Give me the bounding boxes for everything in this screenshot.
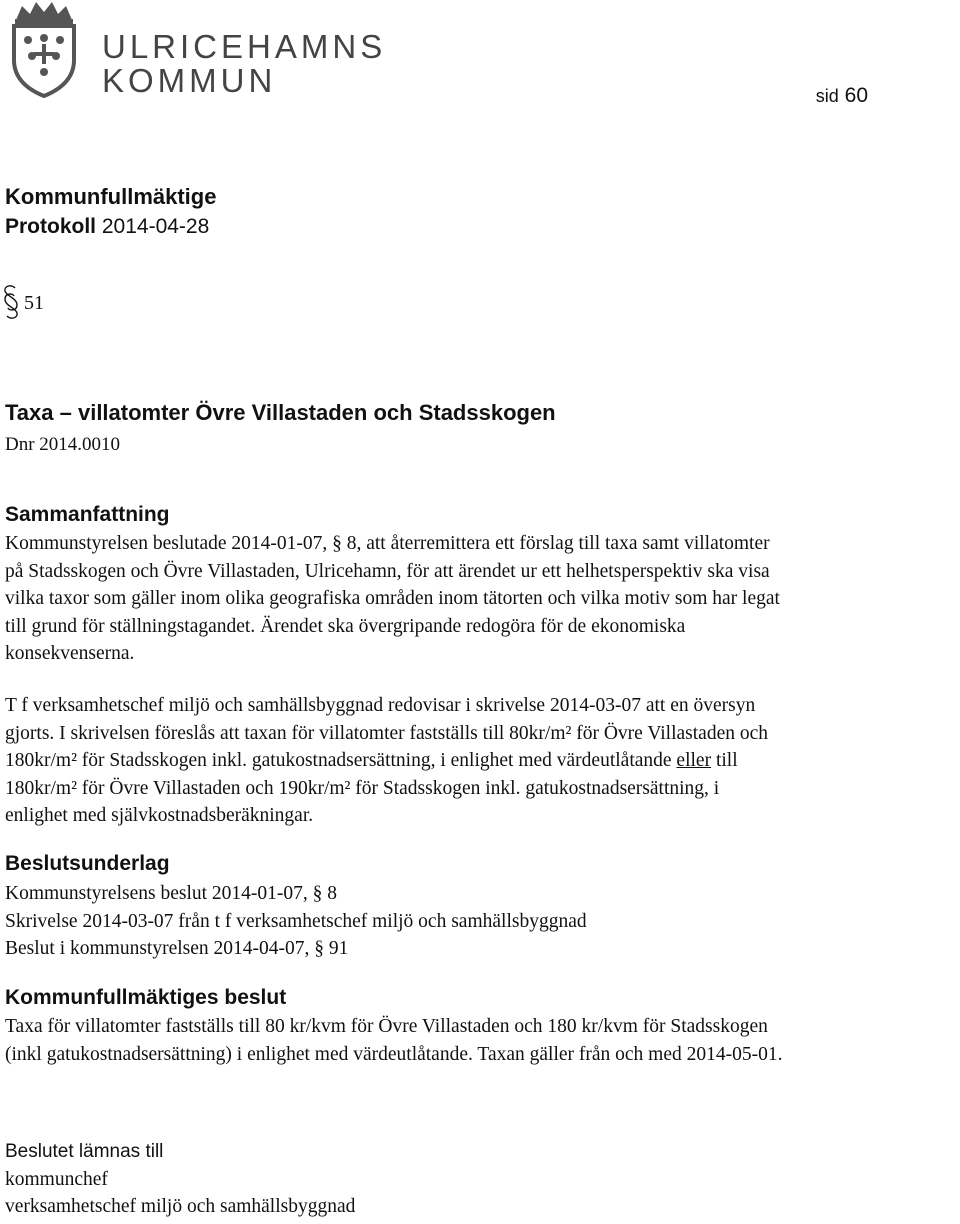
section-sign-icon [0, 284, 22, 320]
text-segment: 180kr/m² för Stadsskogen inkl. gatukostnadsersättning, i enlighet med värdeutlåtande [5, 750, 677, 771]
summary-heading: Sammanfattning [5, 503, 170, 526]
decision-text [5, 1013, 960, 1068]
text-line: Kommunstyrelsen beslutade 2014-01-07, § 8, att återremittera ett förslag till taxa samt villatomter [5, 533, 770, 554]
text-line: enlighet med självkostnadsberäkningar. [5, 805, 314, 826]
minutes-line [5, 215, 209, 239]
case-title: Taxa – villatomter Övre Villastaden och Stadsskogen [5, 400, 556, 425]
distribution-list [5, 1166, 355, 1220]
summary-paragraph-2 [5, 692, 960, 830]
text-line: konsekvenserna. [5, 643, 135, 664]
text-line: T f verksamhetschef miljö och samhällsbyggnad redovisar i skrivelse 2014-03-07 att en översyn [5, 695, 756, 716]
text-line: till grund för ställningstagandet. Ärendet ska övergripande redogöra för de ekonomiska [5, 615, 686, 637]
text-segment: till [711, 750, 738, 771]
text-line: gjorts. I skrivelsen föreslås att taxan för villatomter fastställs till 80kr/m² för Övre Villastaden och [5, 722, 769, 744]
list-item: verksamhetschef miljö och samhällsbyggnad [5, 1196, 356, 1217]
paragraph-number: 51 [24, 292, 44, 314]
text-line: (inkl gatukostnadsersättning) i enlighet med värdeutlåtande. Taxan gäller från och med 2014-05-01. [5, 1043, 783, 1065]
text-line: 180kr/m² för Övre Villastaden och 190kr/m² för Stadsskogen inkl. gatukostnadsersättning, i [5, 777, 720, 799]
coat-of-arms-icon [2, 0, 86, 98]
meeting-body: Kommunfullmäktige [5, 184, 217, 209]
text-line: på Stadsskogen och Övre Villastaden, Ulricehamn, för att ärendet ur ett helhetsperspektiv ska visa [5, 560, 770, 582]
case-reference-number: Dnr 2014.0010 [5, 434, 121, 455]
distribution-heading: Beslutet lämnas till [5, 1141, 164, 1162]
minutes-label: Protokoll [5, 215, 97, 238]
text-line [5, 747, 960, 775]
page-number [816, 84, 868, 108]
page-number-label: sid [815, 86, 839, 106]
list-item: kommunchef [5, 1169, 108, 1190]
text-line: vilka taxor som gäller inom olika geografiska områden inom tätorten och vilka motiv som har legat [5, 588, 780, 609]
minutes-date: 2014-04-28 [101, 215, 210, 238]
basis-heading: Beslutsunderlag [5, 852, 170, 875]
summary-paragraph-1 [5, 530, 960, 668]
logo-text-ulricehamns: ULRICEHAMNS [102, 28, 387, 65]
basis-list [5, 880, 960, 963]
municipality-logo [2, 0, 387, 100]
list-item: Beslut i kommunstyrelsen 2014-04-07, § 91 [5, 938, 349, 959]
list-item: Kommunstyrelsens beslut 2014-01-07, § 8 [5, 883, 338, 904]
underlined-word: eller [676, 750, 712, 771]
list-item: Skrivelse 2014-03-07 från t f verksamhetschef miljö och samhällsbyggnad [5, 910, 587, 932]
text-line: Taxa för villatomter fastställs till 80 kr/kvm för Övre Villastaden och 180 kr/kvm för Stadsskogen [5, 1016, 768, 1037]
decision-heading: Kommunfullmäktiges beslut [5, 986, 287, 1009]
logo-text-kommun: KOMMUN [102, 62, 277, 99]
page-number-value: 60 [844, 84, 868, 107]
